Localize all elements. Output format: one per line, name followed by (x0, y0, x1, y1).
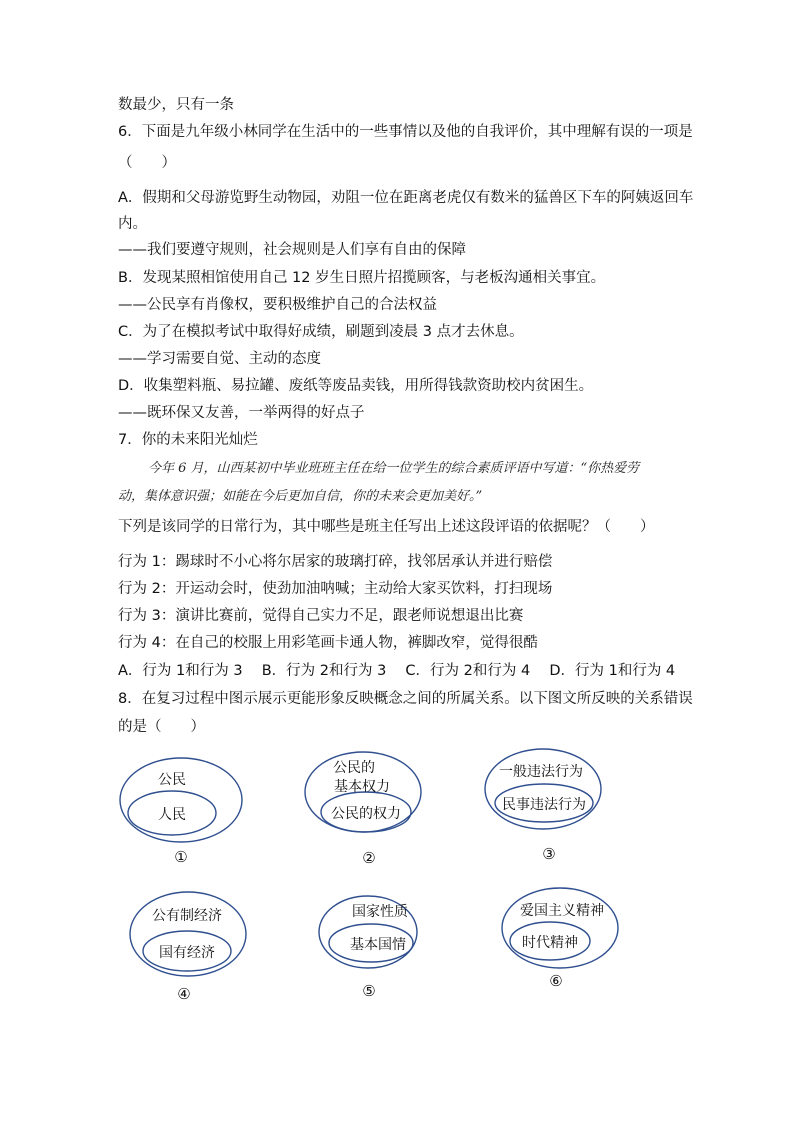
diagram-2-outer-label-line1: 公民的 (333, 760, 375, 776)
quote-line-2: 动，集体意识强；如能在今后更加自信，你的未来会更加美好。” (118, 489, 483, 504)
diagram-1-outer-label: 公民 (158, 772, 186, 788)
option-c: C．为了在模拟考试中取得好成绩，刷题到凌晨 3 点才去休息。 (118, 324, 524, 340)
diagram-5-number: ⑤ (362, 982, 376, 1000)
diagram-2-number: ② (362, 849, 376, 867)
diagram-6-number: ⑥ (549, 972, 563, 990)
option-a: A．假期和父母游览野生动物园，劝阻一位在距离老虎仅有数米的猛兽区下车的阿姨返回车 (118, 190, 694, 206)
diagram-4-inner-label: 国有经济 (159, 945, 215, 961)
diagram-5-outer-label: 国家性质 (352, 904, 408, 920)
diagram-3-outer-ellipse (485, 749, 601, 829)
behavior-4: 行为 4：在自己的校服上用彩笔画卡通人物，裤脚改窄，觉得很酷 (118, 635, 538, 651)
option-a-comment: ——我们要遵守规则，社会规则是人们享有自由的保障 (118, 242, 466, 258)
diagram-4-outer-ellipse (130, 892, 246, 976)
diagram-6-inner-label: 时代精神 (522, 935, 578, 951)
option-d: D．收集塑料瓶、易拉罐、废纸等废品卖钱，用所得钱款资助校内贫困生。 (118, 378, 594, 394)
question-7-options: A．行为 1和行为 3 B．行为 2和行为 3 C．行为 2和行为 4 D．行为 1和行为 4 (118, 663, 676, 679)
question-6-stem: 6．下面是九年级小林同学在生活中的一些事情以及他的自我评价，其中理解有误的一项是 (118, 124, 693, 140)
question-7-stem: 下列是该同学的日常行为，其中哪些是班主任写出上述这段评语的依据呢？（ ） (118, 519, 655, 535)
option-b-comment: ——公民享有肖像权，要积极维护自己的合法权益 (118, 297, 437, 313)
quote-line-1: 今年 6 月，山西某初中毕业班班主任在给一位学生的综合素质评语中写道：“你热爱劳 (148, 461, 640, 476)
question-6-blank: （ ） (118, 155, 176, 171)
diagram-3-inner-label: 民事违法行为 (502, 797, 586, 813)
diagram-3-number: ③ (542, 845, 556, 863)
option-a-cont: 内。 (118, 216, 147, 232)
diagram-6-outer-label: 爱国主义精神 (520, 903, 604, 919)
text-line-1: 数最少，只有一条 (118, 97, 234, 113)
diagram-1-inner-label: 人民 (158, 807, 186, 823)
question-8-stem-cont: 的是（ ） (118, 719, 205, 735)
option-b: B．发现某照相馆使用自己 12 岁生日照片招揽顾客，与老板沟通相关事宜。 (118, 270, 606, 286)
question-7-title: 7．你的未来阳光灿烂 (118, 432, 258, 448)
diagram-1-outer-ellipse (120, 758, 242, 842)
diagram-5-inner-label: 基本国情 (350, 937, 406, 953)
option-c-comment: ——学习需要自觉、主动的态度 (118, 351, 321, 367)
diagram-4-outer-label: 公有制经济 (152, 908, 222, 924)
behavior-2: 行为 2：开运动会时，使劲加油呐喊；主动给大家买饮料，打扫现场 (118, 581, 553, 597)
diagram-3-outer-label: 一般违法行为 (499, 764, 583, 780)
option-d-comment: ——既环保又友善，一举两得的好点子 (118, 405, 365, 421)
diagram-2-inner-label: 公民的权力 (331, 806, 401, 822)
behavior-3: 行为 3：演讲比赛前，觉得自己实力不足，跟老师说想退出比赛 (118, 608, 524, 624)
diagram-1-number: ① (174, 848, 188, 866)
diagram-4-number: ④ (177, 985, 191, 1003)
question-8-stem: 8．在复习过程中图示展示更能形象反映概念之间的所属关系。以下图文所反映的关系错误 (118, 691, 693, 707)
behavior-1: 行为 1：踢球时不小心将尔居家的玻璃打碎，找邻居承认并进行赔偿 (118, 554, 553, 570)
diagram-2-outer-label-line2: 基本权力 (334, 779, 390, 795)
